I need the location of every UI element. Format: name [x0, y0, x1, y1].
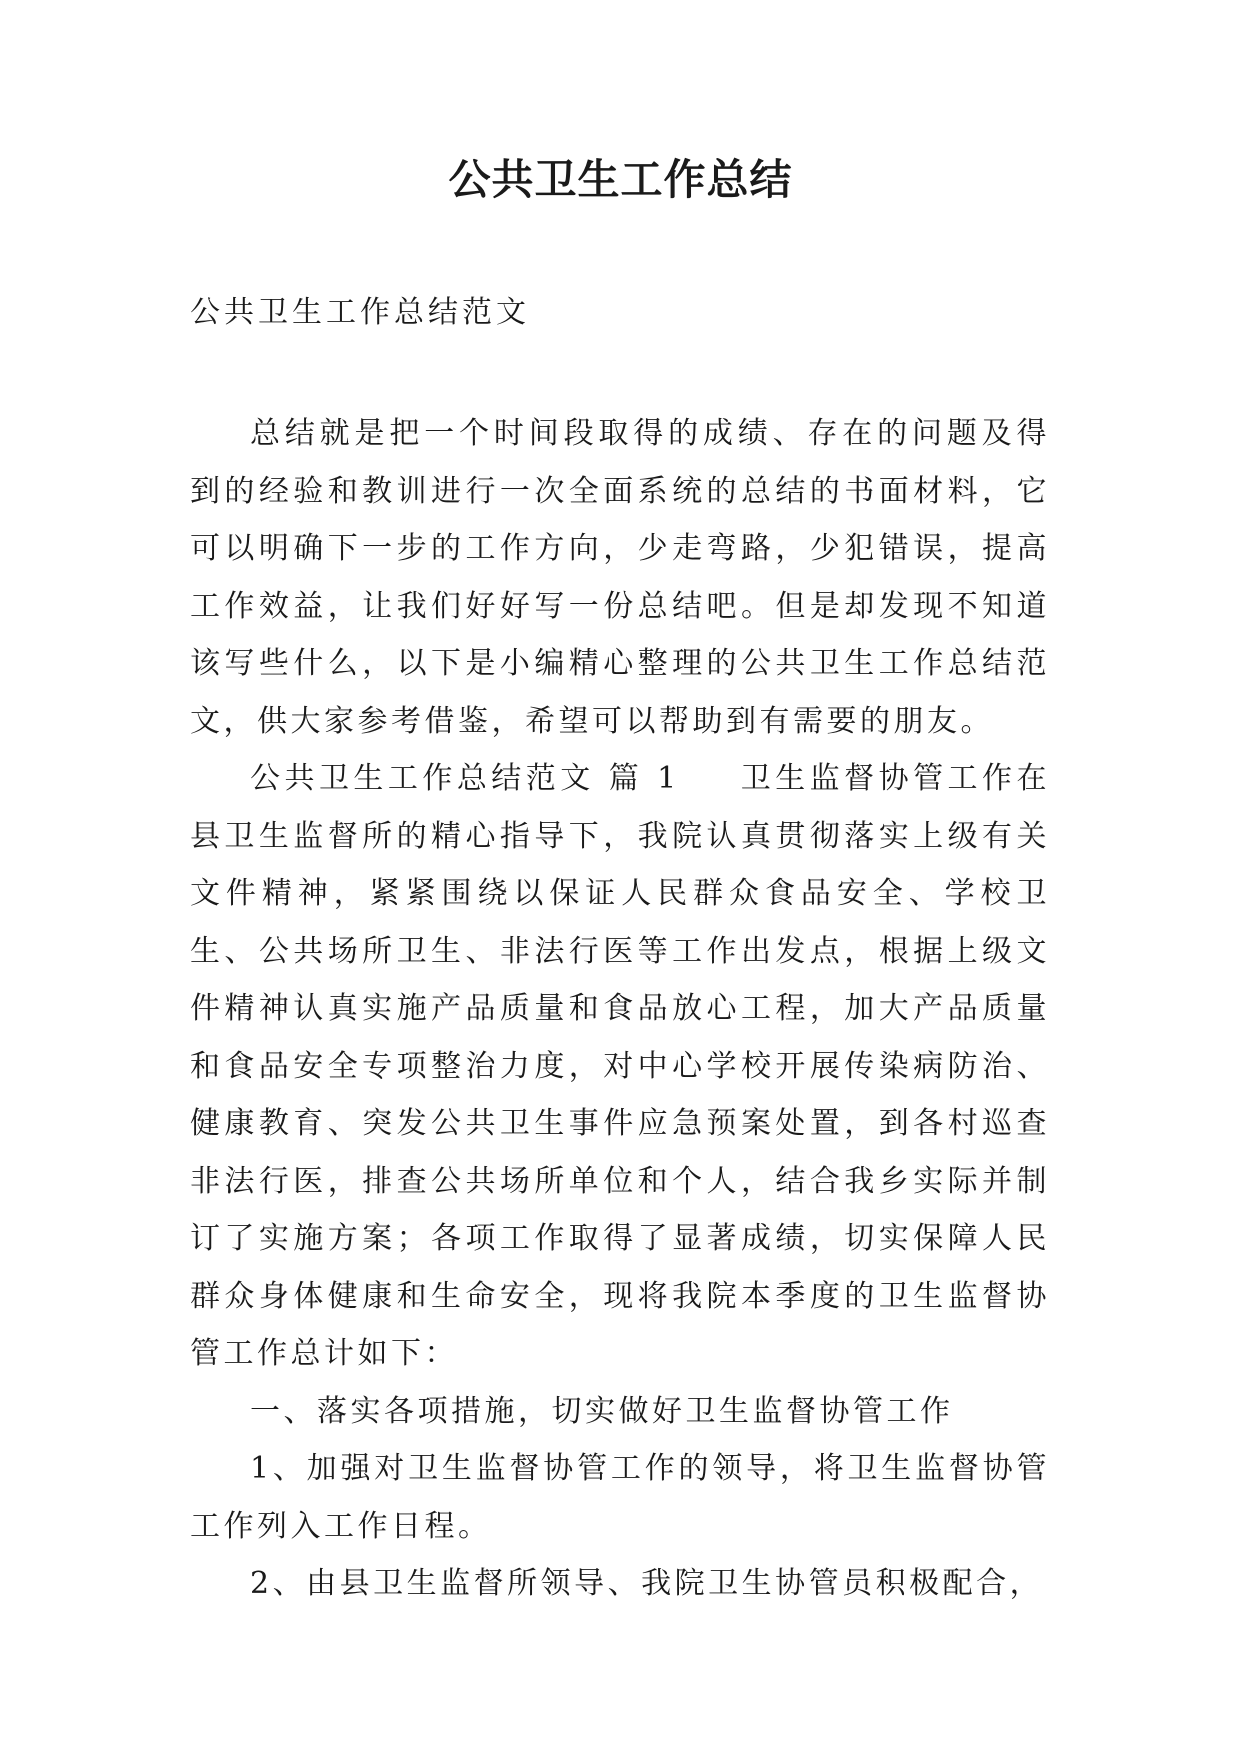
document-title: 公共卫生工作总结 — [448, 155, 793, 204]
document-body — [190, 405, 1050, 1613]
article-label: 公共卫生工作总结范文 篇 1 — [250, 761, 680, 796]
document-subtitle: 公共卫生工作总结范文 — [190, 295, 530, 330]
list-item-two: 2、由县卫生监督所领导、我院卫生协管员积极配合， — [250, 1566, 1044, 1601]
list-item-one: 1、加强对卫生监督协管工作的领导，将卫生监督协管工作列入工作日程。 — [190, 1451, 1050, 1544]
section-heading-one: 一、落实各项措施，切实做好卫生监督协管工作 — [250, 1393, 954, 1429]
article-paragraph — [190, 750, 1050, 1383]
article-body: 卫生监督协管工作在县卫生监督所的精心指导下，我院认真贯彻落实上级有关文件精神，紧紧围绕以保证人民群众食品安全、学校卫生、公共场所卫生、非法行医等工作出发点，根据上级文件精神认真实施产品质量和食品放心工程，加大产品质量和食品安全专项整治力度，对中心学校开展传染病防治、健康教育、突发公共卫生事件应急预案处置，到各村巡查非法行医，排查公共场所单位和个人，结合我乡实际并制订了实施方案；各项工作取得了显著成绩，切实保障人民群众身体健康和生命安全，现将我院本季度的卫生监督协管工作总计如下： — [190, 761, 1050, 1371]
intro-paragraph: 总结就是把一个时间段取得的成绩、存在的问题及得到的经验和教训进行一次全面系统的总结的书面材料，它可以明确下一步的工作方向，少走弯路，少犯错误，提高工作效益，让我们好好写一份总结吧。但是却发现不知道该写些什么，以下是小编精心整理的公共卫生工作总结范文，供大家参考借鉴，希望可以帮助到有需要的朋友。 — [190, 416, 1050, 739]
